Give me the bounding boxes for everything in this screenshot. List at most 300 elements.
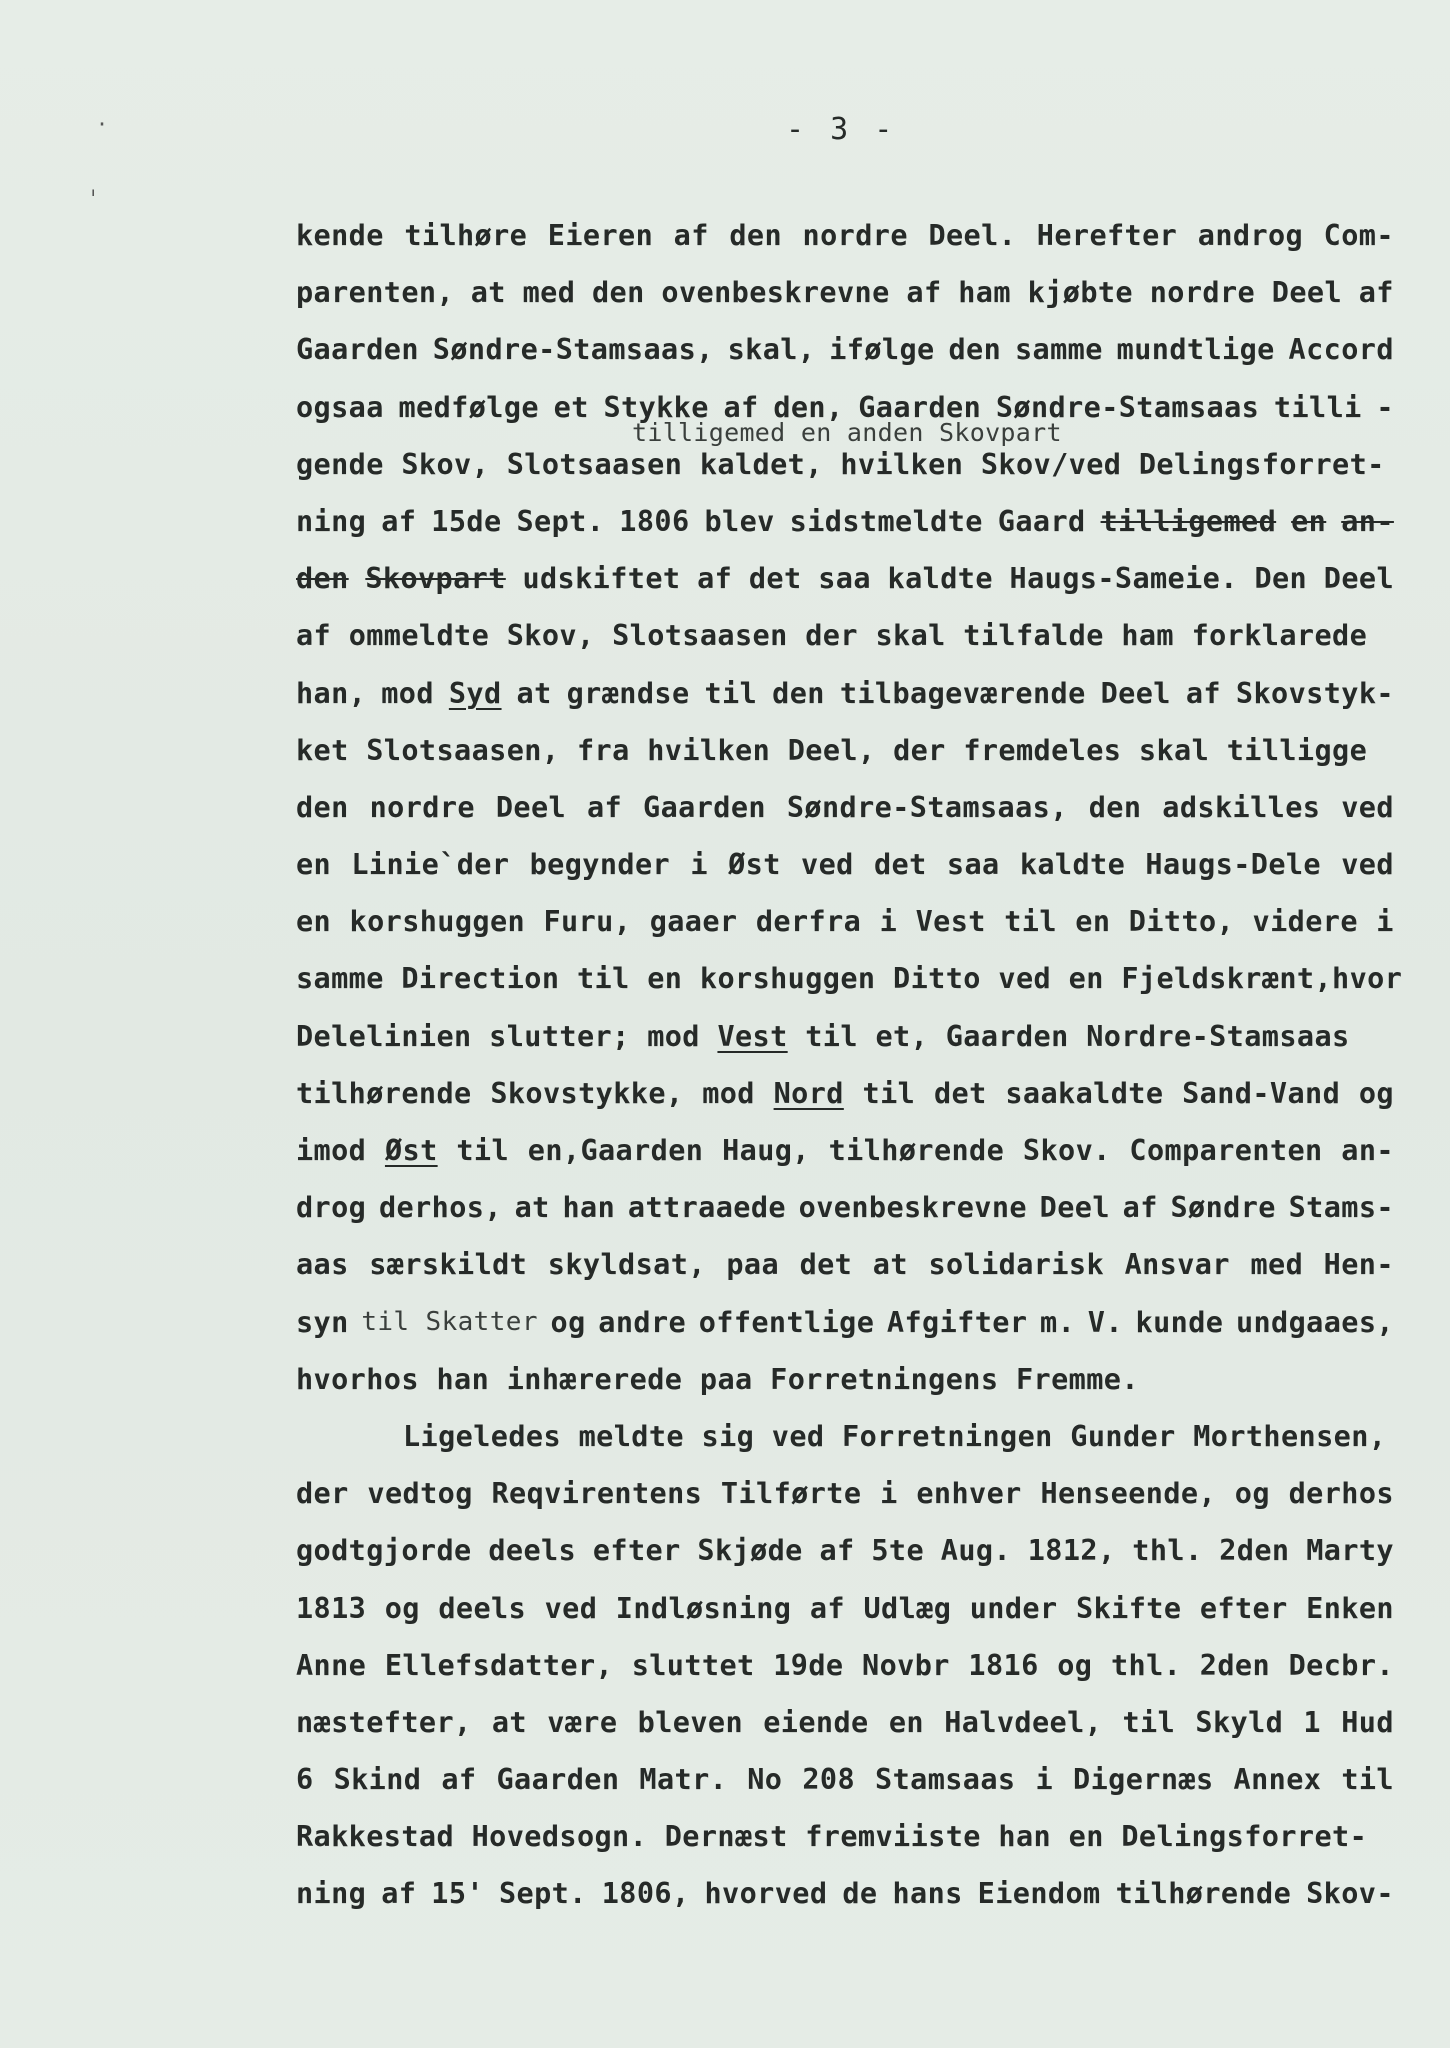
word: den,	[773, 390, 844, 424]
word: Den	[1254, 562, 1308, 596]
word: kunde	[1135, 1305, 1224, 1339]
word: Matr.	[639, 1763, 728, 1797]
word: Skovstyk-	[1235, 676, 1394, 710]
word: af	[441, 1763, 477, 1797]
word: et,	[875, 1019, 929, 1053]
text-line	[296, 1751, 1406, 1808]
word: Henseende,	[1040, 1477, 1217, 1511]
word: skal	[875, 619, 946, 653]
word: Sept.	[498, 1877, 587, 1911]
word: det	[873, 848, 927, 882]
word: ved	[1341, 848, 1394, 882]
word: i	[1376, 905, 1394, 939]
word: Eiendom	[977, 1877, 1101, 1911]
word: blev	[704, 504, 775, 538]
word: Søndre-Stamsaas,	[432, 333, 714, 367]
word: androg	[1197, 219, 1304, 252]
word: enhver	[916, 1477, 1022, 1511]
word: han	[562, 1191, 616, 1225]
word: af	[1122, 1191, 1158, 1225]
word: Sand-Vand	[1182, 1076, 1341, 1110]
word: den	[1088, 790, 1142, 824]
word: m.	[1040, 1305, 1076, 1339]
word: 1	[1303, 1705, 1321, 1739]
word: kaldet,	[699, 447, 823, 481]
word: Com-	[1323, 219, 1394, 252]
word: ham	[1121, 619, 1174, 653]
word: Stams-	[1288, 1191, 1394, 1225]
word: eiende	[763, 1705, 869, 1739]
word: vedtog	[367, 1477, 473, 1511]
word: det	[748, 562, 802, 596]
word: Gaarden	[945, 1019, 1069, 1053]
text-line	[296, 493, 1406, 550]
text-line	[296, 779, 1406, 836]
word: at	[514, 1191, 550, 1225]
word: Stamsaas	[875, 1763, 1016, 1797]
word: Gaarden	[496, 1763, 620, 1797]
text-line	[296, 1236, 1406, 1293]
word: tilbageværende	[839, 676, 1086, 710]
word: Deel	[1100, 676, 1171, 710]
word: saa	[818, 562, 871, 596]
word: Syd	[448, 676, 502, 710]
word: Skjøde	[697, 1534, 803, 1568]
word: tilligge	[1226, 733, 1368, 767]
word: ogsaa	[296, 390, 384, 424]
word: efter	[1199, 1591, 1288, 1625]
word: de	[842, 1877, 878, 1911]
word: til Skatter	[361, 1306, 538, 1337]
word: paa	[726, 1248, 780, 1282]
word: han	[436, 1362, 490, 1396]
word: at	[470, 276, 506, 310]
word: en	[647, 962, 683, 996]
word: mod	[381, 676, 434, 710]
word: Søndre-Stamsaas,	[786, 790, 1068, 824]
text-line	[296, 436, 1406, 493]
text-line	[296, 1065, 1406, 1122]
word: Ellefsdatter,	[384, 1648, 614, 1682]
word: slutter;	[489, 1019, 630, 1053]
word: en	[296, 905, 332, 939]
word: der	[296, 1477, 349, 1511]
word: fra	[576, 733, 630, 767]
word: ning	[296, 1877, 367, 1911]
word: der	[805, 619, 858, 653]
text-line	[296, 1408, 1406, 1465]
word: Stykke	[603, 390, 709, 424]
word: Skov,	[401, 447, 490, 481]
word: Dernæst	[664, 1820, 788, 1854]
word: Skovpart	[365, 562, 506, 596]
word: Skifte	[1076, 1591, 1182, 1625]
word: under	[969, 1591, 1058, 1625]
word: mod	[702, 1076, 755, 1110]
word: af	[673, 219, 709, 252]
word: Deel,	[787, 733, 876, 767]
word: bleven	[637, 1705, 744, 1739]
word: en	[1291, 504, 1327, 538]
word: 1813	[296, 1591, 367, 1625]
word: Halvdeel,	[944, 1705, 1103, 1739]
word: an-	[1341, 1134, 1394, 1167]
word: ifølge	[829, 333, 935, 367]
word: det	[799, 1248, 853, 1282]
page-number: - 3 -	[786, 112, 897, 147]
word: grændse	[566, 676, 690, 710]
word: Haugs-Dele	[1145, 848, 1321, 882]
word: den	[592, 276, 645, 310]
word: forklarede	[1191, 619, 1368, 653]
word: at	[872, 1248, 908, 1282]
word: Digernæs	[1073, 1763, 1214, 1797]
text-line	[296, 1637, 1406, 1694]
text-line	[296, 1351, 1406, 1408]
word: Gaarden	[858, 390, 982, 424]
text-line	[296, 836, 1406, 893]
word: adskilles	[1162, 790, 1321, 824]
word: andre	[598, 1305, 687, 1339]
word: i	[1035, 1763, 1054, 1797]
word: 1806	[619, 504, 690, 538]
word: Slotsaasen	[506, 447, 683, 481]
word: saakaldte	[1005, 1076, 1164, 1110]
word: i	[690, 848, 708, 882]
word: ved	[544, 1591, 598, 1625]
word: imod	[296, 1134, 367, 1167]
word: offentlige	[698, 1305, 875, 1339]
word: at	[491, 1705, 527, 1739]
word: 2den	[1199, 1648, 1271, 1682]
word: inhærerede	[506, 1362, 683, 1396]
word: V.	[1087, 1305, 1123, 1339]
word: Eieren	[547, 219, 654, 252]
text-line	[296, 1465, 1406, 1522]
word: af	[381, 504, 417, 538]
word: efter	[592, 1534, 681, 1568]
word: Ansvar	[1124, 1248, 1230, 1282]
text-line	[296, 550, 1406, 607]
word: af	[697, 562, 733, 596]
word: derhos,	[378, 1191, 502, 1225]
word: Gunder	[1070, 1419, 1176, 1453]
word: til	[456, 1134, 510, 1167]
word: undgaaes,	[1235, 1305, 1394, 1339]
word: ved	[998, 962, 1052, 996]
word: Gaarden	[296, 333, 419, 367]
text-line	[296, 1808, 1406, 1865]
word: 1816	[968, 1648, 1039, 1682]
word: gende	[296, 447, 384, 481]
text-line	[296, 665, 1406, 722]
word: det	[933, 1076, 987, 1110]
word: ovenbeskrevne	[661, 276, 890, 310]
word: videre	[1252, 905, 1358, 939]
word: af	[906, 276, 942, 310]
word: Deel.	[928, 219, 1017, 252]
body-text	[296, 207, 1406, 1923]
word: nordre	[369, 790, 475, 824]
word: Haugs-Sameie.	[1009, 562, 1238, 596]
word: Annex	[1233, 1763, 1322, 1797]
word: og	[1057, 1648, 1093, 1682]
word: derhos	[1288, 1477, 1394, 1511]
word: den	[948, 333, 1002, 367]
word: mod	[647, 1019, 700, 1053]
word: Gaarden	[643, 790, 766, 824]
word: Udlæg	[863, 1591, 952, 1625]
word: Deel	[1323, 562, 1394, 596]
text-line	[296, 1865, 1406, 1922]
text-line	[296, 950, 1406, 1007]
word: et	[553, 390, 589, 424]
word: 2den	[1219, 1534, 1290, 1568]
word: solidarisk	[928, 1248, 1105, 1282]
word: Skyld	[1195, 1705, 1284, 1739]
word: aas	[296, 1248, 349, 1282]
word: og	[1358, 1076, 1394, 1110]
word: til	[805, 1019, 858, 1053]
word: paa	[699, 1362, 753, 1396]
text-line	[296, 207, 1406, 264]
word: ved	[801, 848, 854, 882]
word: thl.	[1110, 1648, 1182, 1682]
word: ning	[296, 504, 367, 538]
word: Skov,	[506, 619, 595, 653]
word: ket	[296, 733, 349, 767]
word: med	[1250, 1248, 1304, 1282]
word: af	[809, 1591, 845, 1625]
word: ommeldte	[348, 619, 490, 653]
interlinear-insertion: tilligemed en anden Skovpart	[632, 418, 1062, 447]
word: saa	[946, 848, 1000, 882]
text-line	[296, 379, 1406, 436]
word: af	[819, 1534, 855, 1568]
word: thl.	[1132, 1534, 1203, 1568]
word: næstefter,	[296, 1705, 472, 1739]
word: til	[1341, 1763, 1394, 1797]
word: deels	[488, 1534, 577, 1568]
word: Anne	[296, 1648, 367, 1682]
text-line	[296, 607, 1406, 664]
word: hvorhos	[296, 1362, 419, 1396]
word: Morthensen,	[1193, 1419, 1387, 1453]
word: gaaer	[649, 905, 738, 939]
text-line	[296, 1522, 1406, 1579]
word: tilhørende	[296, 1076, 472, 1110]
word: 208	[802, 1763, 856, 1797]
text-line	[296, 1008, 1406, 1065]
word: særskildt	[369, 1248, 528, 1282]
word: Direction	[401, 962, 560, 996]
word: Vest	[717, 1019, 788, 1053]
word: Rakkestad	[296, 1820, 455, 1854]
word: parenten,	[296, 276, 455, 310]
word: til	[576, 962, 630, 996]
text-line	[296, 264, 1406, 321]
word: Reqvirentens	[491, 1477, 703, 1511]
word: skyldsat,	[547, 1248, 706, 1282]
word: tilfalde	[963, 619, 1104, 653]
word: Tilførte	[720, 1477, 862, 1511]
word: Fremme.	[1015, 1362, 1139, 1396]
text-line	[296, 1122, 1406, 1179]
word: af	[587, 790, 623, 824]
word: 6	[296, 1763, 314, 1797]
word: han	[998, 1820, 1052, 1854]
word: til	[704, 676, 758, 710]
word: af	[1185, 676, 1221, 710]
word: kaldte	[1019, 848, 1126, 882]
word: den	[296, 562, 349, 596]
word: medfølge	[398, 390, 539, 424]
text-line	[296, 722, 1406, 779]
word: Comparenten	[1129, 1134, 1323, 1167]
word: tilhørende	[828, 1134, 1005, 1167]
word: af	[296, 619, 332, 653]
word: syn	[296, 1305, 349, 1339]
word: meldte	[578, 1419, 684, 1453]
word: No	[747, 1763, 783, 1797]
word: at	[516, 676, 552, 710]
word: samme	[1015, 333, 1103, 367]
word: tilhørende	[1115, 1877, 1292, 1911]
word: i	[880, 1477, 898, 1511]
word: Forretningen	[842, 1419, 1053, 1453]
word: tilli	[1273, 390, 1362, 424]
word: Fjeldskrænt,hvor	[1121, 962, 1403, 996]
word: Aug.	[940, 1534, 1011, 1568]
word: 1812,	[1027, 1534, 1116, 1568]
word: 19de	[773, 1648, 844, 1682]
word: Marty	[1306, 1534, 1394, 1568]
word: ovenbeskrevne	[798, 1191, 1027, 1225]
text-line	[296, 1580, 1406, 1637]
word: nordre	[1149, 276, 1256, 310]
word: Haug,	[722, 1134, 810, 1167]
word: Delingsforret-	[1121, 1820, 1368, 1854]
word: -	[1376, 390, 1394, 424]
word: 1806,	[601, 1877, 690, 1911]
word: Nordre-Stamsaas	[1086, 1019, 1350, 1053]
word: Gaard	[997, 504, 1086, 538]
word: hans	[892, 1877, 963, 1911]
word: Hud	[1341, 1705, 1394, 1739]
word: tilhøre	[404, 219, 528, 252]
word: Novbr	[862, 1648, 950, 1682]
word: Deel	[1039, 1191, 1110, 1225]
word: Herefter	[1036, 219, 1178, 252]
word: med	[522, 276, 576, 310]
word: godtgjorde	[296, 1534, 472, 1568]
word: Decbr.	[1288, 1648, 1394, 1682]
word: til	[1004, 905, 1057, 939]
word: begynder	[529, 848, 671, 882]
word: deels	[438, 1591, 527, 1625]
word: Furu,	[543, 905, 632, 939]
word: Øst	[728, 848, 781, 882]
word: Hen-	[1323, 1248, 1394, 1282]
word: Forretningens	[770, 1362, 999, 1396]
word: Deel	[495, 790, 567, 824]
word: en	[888, 1705, 924, 1739]
word: Nord	[773, 1076, 844, 1110]
word: og	[550, 1305, 586, 1339]
word: sluttet	[631, 1648, 755, 1682]
word: hvilken	[840, 447, 964, 481]
word: Sept.	[516, 504, 605, 538]
word: af	[381, 1877, 417, 1911]
word: og	[384, 1591, 420, 1625]
word: derfra	[755, 905, 862, 939]
word: fremdeles	[963, 733, 1122, 767]
text-line	[296, 1294, 1406, 1351]
word: Vest	[915, 905, 986, 939]
word: Skovstykke,	[490, 1076, 684, 1110]
text-line	[296, 321, 1406, 378]
text-line	[296, 1179, 1406, 1236]
word: til	[1122, 1705, 1176, 1739]
word: af	[1358, 276, 1394, 310]
word: den	[729, 219, 783, 252]
word: sig	[701, 1419, 755, 1453]
word: nordre	[802, 219, 908, 252]
word: ham	[958, 276, 1011, 310]
word: i	[879, 905, 898, 939]
word: den	[296, 790, 349, 824]
word: udskiftet	[522, 562, 681, 596]
word: Slotsaasen,	[366, 733, 560, 767]
word: 15'	[431, 1877, 484, 1911]
word: Indløsning	[615, 1591, 792, 1625]
word: kjøbte	[1027, 276, 1133, 310]
word: Slotsaasen	[612, 619, 788, 653]
word: samme	[296, 962, 384, 996]
word: Accord	[1288, 333, 1394, 367]
word: drog	[296, 1191, 367, 1225]
word: attraaede	[627, 1191, 786, 1225]
word: an-	[1341, 504, 1394, 538]
word: skal	[1138, 733, 1210, 767]
word: kaldte	[887, 562, 993, 596]
word: en	[1068, 1820, 1104, 1854]
word: være	[547, 1705, 618, 1739]
word: en	[296, 848, 332, 882]
word: Skov.	[1022, 1134, 1111, 1167]
word: Ditto	[893, 962, 981, 996]
text-line	[296, 1694, 1406, 1751]
word: skal,	[727, 333, 816, 367]
word: Skov-	[1306, 1877, 1394, 1911]
word: hvorved	[704, 1877, 828, 1911]
word: Delelinien	[296, 1019, 472, 1053]
word: korshuggen	[699, 962, 876, 996]
word: ved	[771, 1419, 825, 1453]
word: Skov/ved	[980, 447, 1122, 481]
word: af	[723, 390, 759, 424]
word: Afgifter	[886, 1305, 1028, 1339]
word: hvilken	[647, 733, 771, 767]
word: Ligeledes	[403, 1419, 562, 1453]
word: Linie`der	[351, 848, 510, 882]
word: 15de	[431, 504, 502, 538]
word: Skind	[333, 1763, 422, 1797]
word: 5te	[871, 1534, 925, 1568]
word: tilligemed	[1100, 504, 1277, 538]
word: Øst	[384, 1134, 438, 1167]
word: en	[1068, 962, 1104, 996]
